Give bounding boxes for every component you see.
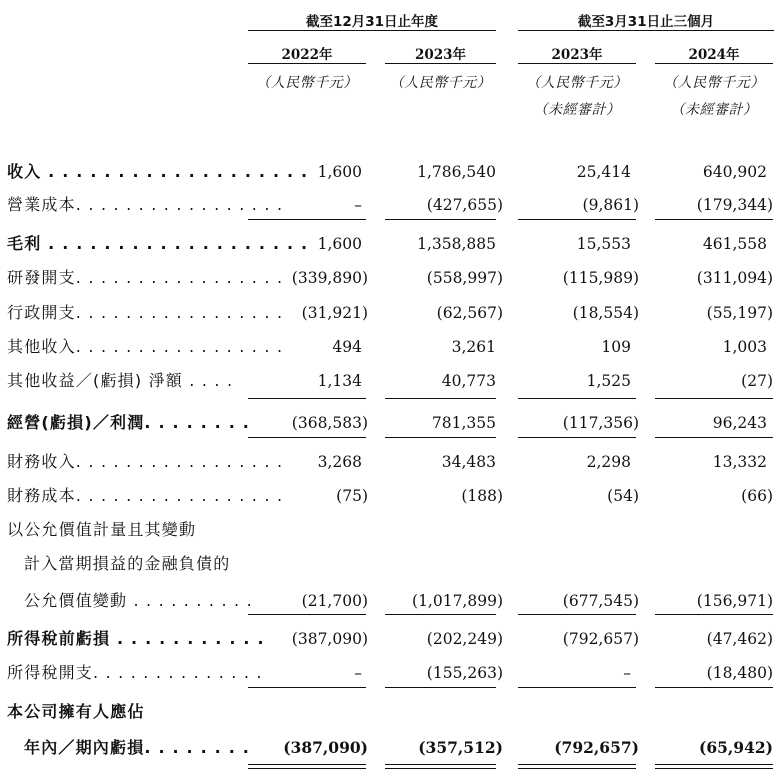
row-label: 經營(虧損)／利潤. . . . . . . . [7,413,251,432]
row-value: 1,786,540 [417,163,496,181]
row-value: (387,090) [291,630,368,648]
row-label: 財務成本. . . . . . . . . . . . . . . . . [7,486,284,505]
row-value: (27) [741,372,773,390]
table-row [0,301,776,325]
subtotal-rule [518,398,636,399]
table-row [0,335,776,359]
table-row [0,160,776,184]
total-double-rule [518,764,636,769]
group-header-quarter-rule [518,30,774,31]
row-value: (9,861) [582,196,639,214]
row-value: – [354,664,362,682]
subtotal-rule [248,219,366,220]
row-value: (357,512) [418,738,503,757]
row-value: (558,997) [426,269,503,287]
table-row [0,266,776,290]
row-value: 40,773 [441,372,496,390]
subtotal-rule [518,437,636,438]
row-value: 1,600 [317,235,362,253]
row-value: 13,332 [712,453,767,471]
row-label: 毛利 . . . . . . . . . . . . . . . . . . . [7,234,309,253]
subtotal-rule [518,219,636,220]
row-value: (65,942) [699,738,773,757]
subtotal-rule [655,687,773,688]
subtotal-rule [655,219,773,220]
subtotal-rule [248,398,366,399]
row-value: – [623,664,631,682]
row-value: 494 [332,338,362,356]
column-year-rule-3 [518,63,636,64]
table-row [0,552,776,576]
column-year-1: 2022年 [281,47,333,63]
subtotal-rule [248,437,366,438]
subtotal-rule [385,219,496,220]
table-row [0,736,776,760]
row-value: (368,583) [291,414,368,432]
column-unit-3: （人民幣千元） [526,75,628,91]
row-label: 以公允價值計量且其變動 [7,520,197,539]
row-value: 1,600 [317,163,362,181]
column-year-3: 2023年 [551,47,603,63]
subtotal-rule [385,687,496,688]
row-value: (1,017,899) [412,592,503,610]
column-unit-1: （人民幣千元） [256,75,358,91]
row-value: (427,655) [426,196,503,214]
row-value: (115,989) [562,269,639,287]
row-value: (387,090) [283,738,368,757]
row-value: 1,134 [317,372,362,390]
subtotal-rule [248,687,366,688]
table-row [0,518,776,542]
column-note-4: （未經審計） [670,102,758,118]
group-header-year-rule [248,30,496,31]
column-unit-2: （人民幣千元） [389,75,492,91]
table-row [0,661,776,685]
row-label: 收入 . . . . . . . . . . . . . . . . . . . [7,162,309,181]
column-note-3: （未經審計） [533,102,621,118]
table-row [0,627,776,651]
row-value: (792,657) [562,630,639,648]
column-year-rule-4 [655,63,773,64]
total-double-rule [248,764,366,769]
row-value: – [354,196,362,214]
table-row [0,450,776,474]
subtotal-rule [655,398,773,399]
table-row [0,411,776,435]
row-value: (311,094) [696,269,773,287]
row-value: 781,355 [431,414,496,432]
table-row [0,193,776,217]
row-value: 15,553 [576,235,631,253]
column-year-rule-1 [248,63,366,64]
group-header-quarter: 截至3月31日止三個月 [577,14,715,30]
row-label: 行政開支. . . . . . . . . . . . . . . . . [7,303,284,322]
row-value: (202,249) [426,630,503,648]
row-value: (18,480) [706,664,773,682]
row-value: 1,003 [722,338,767,356]
row-value: (62,567) [436,304,503,322]
subtotal-rule [385,614,496,615]
column-year-2: 2023年 [414,47,467,63]
table-row [0,369,776,393]
row-value: 1,525 [586,372,631,390]
row-value: (47,462) [706,630,773,648]
table-row [0,700,776,724]
row-label: 計入當期損益的金融負債的 [24,554,231,573]
subtotal-rule [385,398,496,399]
row-label: 年內／期內虧損. . . . . . . . [24,738,251,757]
total-double-rule [655,764,773,769]
row-label: 本公司擁有人應佔 [7,702,145,721]
row-value: (54) [607,487,639,505]
row-value: 1,358,885 [417,235,496,253]
row-value: 3,261 [451,338,496,356]
total-double-rule [385,764,496,769]
table-row [0,484,776,508]
row-label: 財務收入. . . . . . . . . . . . . . . . . [7,452,284,471]
row-value: (55,197) [706,304,773,322]
row-label: 公允價值變動 . . . . . . . . . . [24,591,253,610]
row-label: 營業成本. . . . . . . . . . . . . . . . . [7,195,284,214]
row-value: (18,554) [572,304,639,322]
row-value: 640,902 [702,163,767,181]
row-value: (339,890) [291,269,368,287]
row-value: 34,483 [441,453,496,471]
row-value: (117,356) [562,414,639,432]
row-value: 2,298 [586,453,631,471]
table-row [0,589,776,613]
row-value: (179,344) [696,196,773,214]
column-year-rule-2 [385,63,496,64]
group-header-year: 截至12月31日止年度 [305,14,439,30]
subtotal-rule [655,614,773,615]
table-row [0,232,776,256]
column-year-4: 2024年 [688,47,740,63]
subtotal-rule [518,614,636,615]
row-value: (677,545) [562,592,639,610]
subtotal-rule [518,687,636,688]
row-value: (66) [741,487,773,505]
row-value: (155,263) [426,664,503,682]
row-value: (792,657) [554,738,639,757]
row-value: 96,243 [712,414,767,432]
row-value: 25,414 [576,163,631,181]
row-value: (75) [336,487,368,505]
subtotal-rule [385,437,496,438]
subtotal-rule [248,614,366,615]
row-label: 所得稅前虧損 . . . . . . . . . . . [7,629,265,648]
row-value: 3,268 [317,453,362,471]
row-label: 研發開支. . . . . . . . . . . . . . . . . [7,268,284,287]
row-value: 109 [601,338,631,356]
row-value: (188) [461,487,503,505]
row-value: 461,558 [702,235,767,253]
row-label: 其他收益／(虧損) 淨額 . . . . [7,371,234,390]
column-unit-4: （人民幣千元） [663,75,765,91]
row-value: (21,700) [301,592,368,610]
row-value: (156,971) [696,592,773,610]
row-value: (31,921) [301,304,368,322]
row-label: 所得稅開支. . . . . . . . . . . . . . [7,663,263,682]
subtotal-rule [655,437,773,438]
row-label: 其他收入. . . . . . . . . . . . . . . . . [7,337,284,356]
